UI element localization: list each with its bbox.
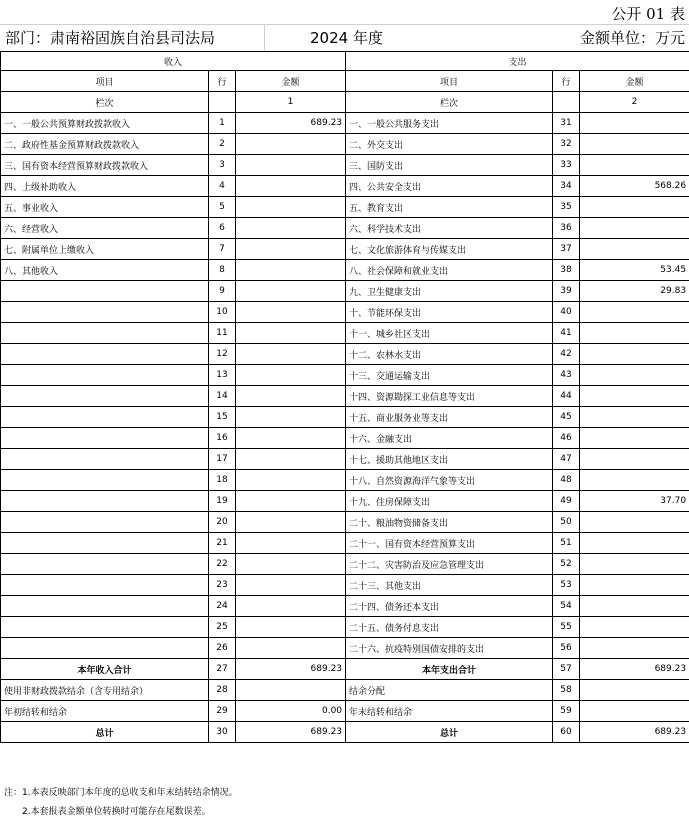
expense-row-number: 35 — [553, 197, 580, 218]
income-item — [1, 428, 209, 449]
expense-amount: 37.70 — [580, 491, 689, 512]
income-row-number: 20 — [209, 512, 236, 533]
expense-item: 四、公共安全支出 — [346, 176, 553, 197]
income-amount — [236, 239, 346, 260]
expense-amount — [580, 575, 689, 596]
income-amount — [236, 449, 346, 470]
expense-row-number: 38 — [553, 260, 580, 281]
income-row-number: 23 — [209, 575, 236, 596]
income-row-number: 6 — [209, 218, 236, 239]
expense-item: 十、节能环保支出 — [346, 302, 553, 323]
income-item-header: 项目 — [1, 71, 209, 92]
table-row — [1, 365, 689, 386]
income-item — [1, 407, 209, 428]
income-item: 五、事业收入 — [1, 197, 209, 218]
table-row — [1, 281, 689, 302]
expense-item: 二十六、抗疫特别国债安排的支出 — [346, 638, 553, 659]
table-row — [1, 302, 689, 323]
income-row-header: 行 — [209, 71, 236, 92]
table-row — [1, 323, 689, 344]
expense-amount — [580, 428, 689, 449]
income-row-number: 17 — [209, 449, 236, 470]
table-row — [1, 575, 689, 596]
expense-item: 二、外交支出 — [346, 134, 553, 155]
expense-amount — [580, 386, 689, 407]
table-row — [1, 134, 689, 155]
expense-row-number: 58 — [553, 680, 580, 701]
expense-amount — [580, 449, 689, 470]
expense-row-number: 36 — [553, 218, 580, 239]
income-item: 三、国有资本经营预算财政拨款收入 — [1, 155, 209, 176]
income-amount — [236, 638, 346, 659]
expense-row-number: 43 — [553, 365, 580, 386]
income-section-header: 收入 — [1, 52, 346, 71]
income-row-number: 15 — [209, 407, 236, 428]
expense-amount: 689.23 — [580, 722, 689, 743]
expense-item: 十四、资源勘探工业信息等支出 — [346, 386, 553, 407]
report-meta-bar — [0, 24, 689, 50]
table-row — [1, 155, 689, 176]
table-row — [1, 428, 689, 449]
income-row-number: 12 — [209, 344, 236, 365]
income-row-number: 24 — [209, 596, 236, 617]
expense-row-number: 42 — [553, 344, 580, 365]
income-row-number: 9 — [209, 281, 236, 302]
expense-row-number: 39 — [553, 281, 580, 302]
expense-amount — [580, 407, 689, 428]
expense-item: 本年支出合计 — [346, 659, 553, 680]
expense-amount — [580, 554, 689, 575]
income-item — [1, 449, 209, 470]
income-item — [1, 281, 209, 302]
income-row-number: 28 — [209, 680, 236, 701]
expense-amount: 568.26 — [580, 176, 689, 197]
expense-amount — [580, 617, 689, 638]
income-amount — [236, 386, 346, 407]
expense-row-number: 57 — [553, 659, 580, 680]
income-amount — [236, 533, 346, 554]
income-amount — [236, 512, 346, 533]
expense-row-number: 32 — [553, 134, 580, 155]
expense-amount — [580, 302, 689, 323]
expense-item: 二十二、灾害防治及应急管理支出 — [346, 554, 553, 575]
income-amount-header: 金额 — [236, 71, 346, 92]
income-item: 年初结转和结余 — [1, 701, 209, 722]
income-row-number: 2 — [209, 134, 236, 155]
income-amount: 689.23 — [236, 113, 346, 134]
table-row — [1, 260, 689, 281]
income-amount — [236, 680, 346, 701]
expense-amount — [580, 155, 689, 176]
note-2: 2.本套报表金额单位转换时可能存在尾数误差。 — [4, 803, 238, 822]
expense-row-number: 47 — [553, 449, 580, 470]
expense-item: 十二、农林水支出 — [346, 344, 553, 365]
expense-amount — [580, 638, 689, 659]
income-amount — [236, 575, 346, 596]
amount-unit: 金额单位：万元 — [465, 27, 689, 48]
income-row-number: 30 — [209, 722, 236, 743]
expense-item: 八、社会保障和就业支出 — [346, 260, 553, 281]
table-row — [1, 491, 689, 512]
expense-row-number: 34 — [553, 176, 580, 197]
expense-amount — [580, 344, 689, 365]
income-row-number: 10 — [209, 302, 236, 323]
expense-item: 年末结转和结余 — [346, 701, 553, 722]
summary-row — [1, 701, 689, 722]
income-item — [1, 386, 209, 407]
income-row-number: 18 — [209, 470, 236, 491]
expense-amount: 689.23 — [580, 659, 689, 680]
summary-row — [1, 659, 689, 680]
expense-item: 六、科学技术支出 — [346, 218, 553, 239]
expense-item: 二十一、国有资本经营预算支出 — [346, 533, 553, 554]
expense-row-number: 46 — [553, 428, 580, 449]
expense-row-number: 37 — [553, 239, 580, 260]
income-row-number: 4 — [209, 176, 236, 197]
income-row-number: 14 — [209, 386, 236, 407]
income-expense-table — [0, 51, 689, 743]
income-amount — [236, 470, 346, 491]
expense-amount — [580, 197, 689, 218]
note-1: 注：1.本表反映部门本年度的总收支和年末结转结余情况。 — [4, 784, 238, 803]
expense-row-number: 53 — [553, 575, 580, 596]
table-row — [1, 407, 689, 428]
expense-row-number: 56 — [553, 638, 580, 659]
income-row-number: 3 — [209, 155, 236, 176]
expense-item: 十一、城乡社区支出 — [346, 323, 553, 344]
expense-row-number: 51 — [553, 533, 580, 554]
expense-amount — [580, 239, 689, 260]
expense-row-number: 55 — [553, 617, 580, 638]
expense-item: 十六、金融支出 — [346, 428, 553, 449]
income-item: 四、上级补助收入 — [1, 176, 209, 197]
expense-item: 二十四、债务还本支出 — [346, 596, 553, 617]
expense-row-number: 40 — [553, 302, 580, 323]
income-row-number: 5 — [209, 197, 236, 218]
table-row — [1, 239, 689, 260]
expense-row-number: 41 — [553, 323, 580, 344]
income-row-number: 26 — [209, 638, 236, 659]
table-row — [1, 533, 689, 554]
income-amount — [236, 134, 346, 155]
income-row-number: 19 — [209, 491, 236, 512]
income-amount — [236, 407, 346, 428]
income-amount — [236, 323, 346, 344]
income-amount — [236, 554, 346, 575]
income-row-number: 22 — [209, 554, 236, 575]
expense-amount — [580, 113, 689, 134]
summary-row — [1, 722, 689, 743]
expense-row-number: 48 — [553, 470, 580, 491]
expense-item: 九、卫生健康支出 — [346, 281, 553, 302]
income-amount — [236, 176, 346, 197]
table-row — [1, 176, 689, 197]
section-header-row — [1, 52, 689, 71]
expense-amount — [580, 596, 689, 617]
income-row-number: 8 — [209, 260, 236, 281]
income-amount — [236, 428, 346, 449]
income-item: 使用非财政拨款结余（含专用结余） — [1, 680, 209, 701]
income-item — [1, 512, 209, 533]
income-column-index-blank — [209, 92, 236, 113]
expense-column-index-blank — [553, 92, 580, 113]
income-amount — [236, 155, 346, 176]
expense-amount — [580, 323, 689, 344]
expense-row-number: 50 — [553, 512, 580, 533]
income-row-number: 16 — [209, 428, 236, 449]
expense-item: 十九、住房保障支出 — [346, 491, 553, 512]
expense-amount — [580, 680, 689, 701]
expense-row-number: 59 — [553, 701, 580, 722]
income-row-number: 13 — [209, 365, 236, 386]
income-amount — [236, 218, 346, 239]
income-item: 七、附属单位上缴收入 — [1, 239, 209, 260]
expense-item: 十五、商业服务业等支出 — [346, 407, 553, 428]
income-row-number: 7 — [209, 239, 236, 260]
income-item — [1, 596, 209, 617]
income-item — [1, 554, 209, 575]
expense-item: 五、教育支出 — [346, 197, 553, 218]
income-row-number: 25 — [209, 617, 236, 638]
income-item: 八、其他收入 — [1, 260, 209, 281]
expense-item: 二十三、其他支出 — [346, 575, 553, 596]
income-item — [1, 365, 209, 386]
table-row — [1, 470, 689, 491]
income-amount — [236, 281, 346, 302]
income-item — [1, 638, 209, 659]
income-row-number: 1 — [209, 113, 236, 134]
expense-column-index-label: 栏次 — [346, 92, 553, 113]
table-row — [1, 638, 689, 659]
income-column-number: 1 — [236, 92, 346, 113]
income-amount: 689.23 — [236, 659, 346, 680]
table-row — [1, 617, 689, 638]
table-code: 公开 01 表 — [611, 3, 685, 24]
expense-amount — [580, 470, 689, 491]
income-column-index-label: 栏次 — [1, 92, 209, 113]
department-label: 部门：肃南裕固族自治县司法局 — [0, 25, 265, 50]
expense-row-number: 54 — [553, 596, 580, 617]
table-row — [1, 218, 689, 239]
expense-item: 结余分配 — [346, 680, 553, 701]
expense-item: 一、一般公共服务支出 — [346, 113, 553, 134]
income-item: 一、一般公共预算财政拨款收入 — [1, 113, 209, 134]
expense-column-number: 2 — [580, 92, 689, 113]
income-item: 六、经营收入 — [1, 218, 209, 239]
expense-row-number: 31 — [553, 113, 580, 134]
expense-item: 三、国防支出 — [346, 155, 553, 176]
income-row-number: 27 — [209, 659, 236, 680]
table-row — [1, 512, 689, 533]
expense-row-number: 44 — [553, 386, 580, 407]
column-index-row — [1, 92, 689, 113]
column-header-row — [1, 71, 689, 92]
table-row — [1, 113, 689, 134]
expense-amount — [580, 701, 689, 722]
income-item — [1, 323, 209, 344]
income-item — [1, 344, 209, 365]
income-amount — [236, 596, 346, 617]
income-row-number: 11 — [209, 323, 236, 344]
expense-amount: 53.45 — [580, 260, 689, 281]
income-amount — [236, 302, 346, 323]
income-amount — [236, 197, 346, 218]
expense-item: 十七、援助其他地区支出 — [346, 449, 553, 470]
expense-row-number: 33 — [553, 155, 580, 176]
income-item — [1, 470, 209, 491]
income-item: 总计 — [1, 722, 209, 743]
expense-item-header: 项目 — [346, 71, 553, 92]
summary-row — [1, 680, 689, 701]
expense-row-number: 52 — [553, 554, 580, 575]
table-row — [1, 386, 689, 407]
table-row — [1, 449, 689, 470]
expense-item: 十八、自然资源海洋气象等支出 — [346, 470, 553, 491]
expense-row-header: 行 — [553, 71, 580, 92]
expense-amount — [580, 218, 689, 239]
expense-item: 二十五、债务付息支出 — [346, 617, 553, 638]
income-amount — [236, 365, 346, 386]
income-item — [1, 302, 209, 323]
income-amount: 0.00 — [236, 701, 346, 722]
expense-amount — [580, 365, 689, 386]
income-amount — [236, 260, 346, 281]
expense-row-number: 49 — [553, 491, 580, 512]
income-amount — [236, 344, 346, 365]
income-amount: 689.23 — [236, 722, 346, 743]
income-row-number: 29 — [209, 701, 236, 722]
expense-row-number: 45 — [553, 407, 580, 428]
table-row — [1, 554, 689, 575]
income-amount — [236, 491, 346, 512]
expense-amount — [580, 533, 689, 554]
expense-row-number: 60 — [553, 722, 580, 743]
table-notes — [4, 784, 238, 822]
expense-section-header: 支出 — [346, 52, 689, 71]
fiscal-year: 2024 年度 — [265, 27, 465, 48]
expense-amount — [580, 134, 689, 155]
table-row — [1, 197, 689, 218]
income-item — [1, 533, 209, 554]
table-row — [1, 344, 689, 365]
income-amount — [236, 617, 346, 638]
expense-item: 十三、交通运输支出 — [346, 365, 553, 386]
expense-amount — [580, 512, 689, 533]
income-row-number: 21 — [209, 533, 236, 554]
table-row — [1, 596, 689, 617]
income-item — [1, 617, 209, 638]
income-item: 二、政府性基金预算财政拨款收入 — [1, 134, 209, 155]
expense-item: 总计 — [346, 722, 553, 743]
income-item — [1, 575, 209, 596]
expense-item: 二十、粮油物资储备支出 — [346, 512, 553, 533]
expense-item: 七、文化旅游体育与传媒支出 — [346, 239, 553, 260]
income-item — [1, 491, 209, 512]
expense-amount-header: 金额 — [580, 71, 689, 92]
expense-amount: 29.83 — [580, 281, 689, 302]
income-item: 本年收入合计 — [1, 659, 209, 680]
